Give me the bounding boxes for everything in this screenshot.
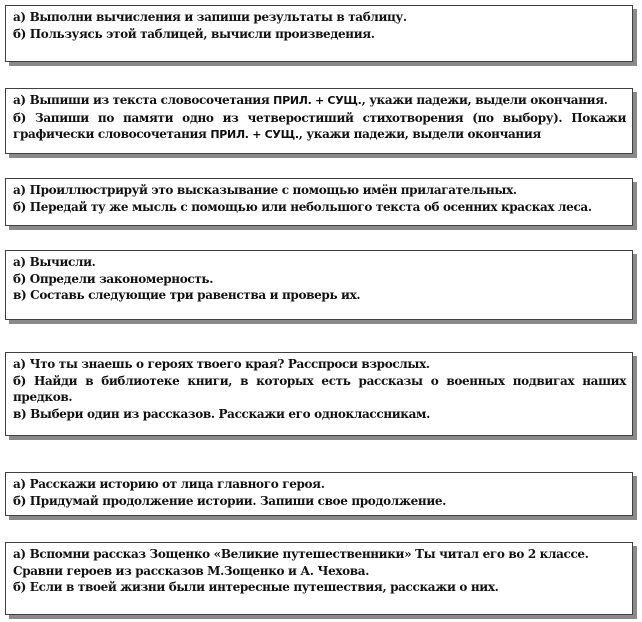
- task-card-1: [5, 5, 633, 62]
- task-card-2: [5, 88, 633, 154]
- task-line: [13, 92, 626, 110]
- task-line: в) Составь следующие три равенства и проверь их.: [13, 288, 361, 302]
- task-text: а) Выпиши из текста словосочетания: [13, 93, 274, 107]
- task-text: , укажи падежи, выдели окончания.: [361, 93, 608, 107]
- task-line: а) Выполни вычисления и запиши результаты в таблицу.: [13, 10, 407, 24]
- task-line: в) Выбери один из рассказов. Расскажи его одноклассникам.: [13, 406, 430, 421]
- task-card-3: [5, 178, 633, 226]
- task-line: а) Вспомни рассказ Зощенко «Великие путешественники» Ты читал его во 2 классе.: [13, 547, 589, 561]
- formula-text: ПРИЛ. + СУЩ.: [210, 128, 299, 141]
- task-line: б) Определи закономерность.: [13, 271, 214, 286]
- task-card-5: [5, 352, 633, 436]
- task-line: б) Найди в библиотеке книги, в которых есть рассказы о военных подвигах наших предков.: [13, 373, 626, 404]
- task-line: б) Если в твоей жизни были интересные путешествия, расскажи о них.: [13, 580, 499, 594]
- task-line: а) Проиллюстрируй это высказывание с помощью имён прилагательных.: [13, 183, 517, 197]
- task-line: [13, 110, 626, 144]
- task-line: а) Что ты знаешь о героях твоего края? Расспроси взрослых.: [13, 357, 430, 371]
- task-line: Сравни героев из рассказов М.Зощенко и А. Чехова.: [13, 563, 370, 578]
- task-card-4: [5, 250, 633, 320]
- task-text: , укажи падежи, выдели окончания: [298, 127, 541, 141]
- task-text: б) Запиши по памяти одно из четверостиший стихотворения (по выбору). Покажи графически словосочетания: [13, 110, 626, 141]
- task-line: б) Пользуясь этой таблицей, вычисли произведения.: [13, 26, 375, 41]
- task-line: б) Придумай продолжение истории. Запиши свое продолжение.: [13, 493, 447, 508]
- task-card-6: [5, 472, 633, 516]
- task-line: б) Передай ту же мысль с помощью или небольшого текста об осенних красках леса.: [13, 199, 592, 214]
- formula-text: ПРИЛ. + СУЩ.: [273, 94, 362, 107]
- task-line: а) Вычисли.: [13, 255, 96, 269]
- task-card-7: [5, 542, 633, 615]
- task-line: а) Расскажи историю от лица главного героя.: [13, 477, 325, 491]
